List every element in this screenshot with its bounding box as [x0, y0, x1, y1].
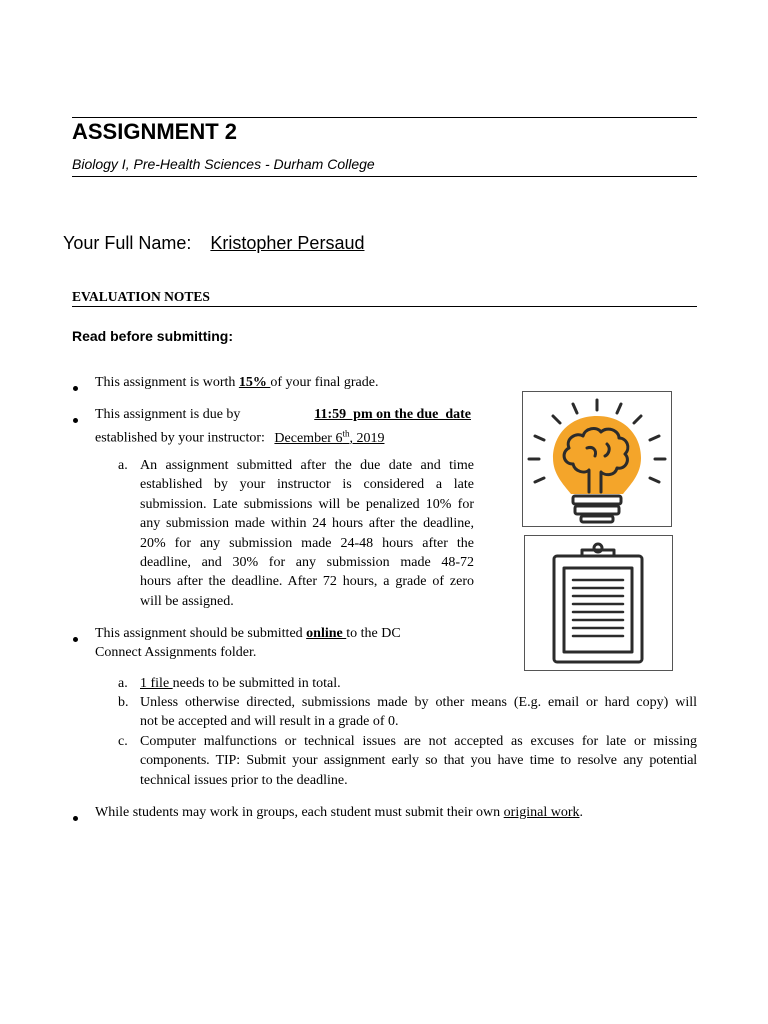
online-text: This assignment should be submitted: [95, 626, 307, 641]
sub-marker: a.: [118, 458, 128, 473]
due-time: 11:59 pm on the due date: [314, 407, 471, 422]
sub-marker: c.: [118, 734, 128, 749]
one-file-value: 1 file: [140, 676, 173, 691]
worth-tail: of your final grade.: [270, 375, 379, 390]
full-name-label: Your Full Name:: [63, 233, 192, 253]
bullet-worth: [95, 373, 378, 392]
evaluation-notes-rule: [72, 306, 697, 307]
groups-text: While students may work in groups, each student must submit their own: [95, 805, 504, 820]
header-bottom-rule: [72, 176, 697, 177]
clipboard-icon: [524, 535, 673, 671]
evaluation-notes-heading: EVALUATION NOTES: [72, 289, 210, 304]
late-line: 20% for any submission made 24-48 hours after the: [140, 535, 474, 551]
bullet-dot: [73, 380, 81, 396]
late-line: established by your instructor is considered a late: [140, 477, 474, 493]
groups-tail: .: [579, 805, 583, 820]
online-line2: Connect Assignments folder.: [95, 645, 257, 661]
malfunction-item: [140, 732, 697, 790]
full-name-field: [63, 232, 364, 254]
due-date: December 6th, 2019: [274, 428, 385, 447]
other-means-line: not be accepted and will result in a grade of 0.: [140, 714, 399, 730]
late-line: will be assigned.: [140, 593, 234, 609]
malfunction-line: Computer malfunctions or technical issues are not accepted as excuses for late or missing: [140, 734, 697, 749]
malfunction-line: components. TIP: Submit your assignment early so that you have time to resolve any potential: [140, 753, 697, 769]
other-means-line: Unless otherwise directed, submissions made by other means (E.g. email or hard copy) will: [140, 695, 697, 710]
worth-percent: 15%: [238, 375, 271, 390]
sub-marker: b.: [118, 695, 129, 710]
assignment-title: ASSIGNMENT 2: [72, 119, 238, 144]
bullet-due: [95, 405, 471, 448]
malfunction-line: technical issues prior to the deadline.: [140, 772, 348, 788]
bullet-dot: [73, 412, 81, 428]
late-line: hours after the deadline. After 72 hours, a grade of zero: [140, 574, 474, 590]
other-means-item: [140, 693, 697, 732]
due-text: This assignment is due by: [95, 407, 241, 422]
header-top-rule: [72, 117, 697, 118]
read-before-heading: Read before submitting:: [72, 328, 234, 344]
late-line: deadline, and 30% for any submission made 48-72: [140, 555, 474, 571]
full-name-value: Kristopher Persaud: [210, 233, 365, 253]
lightbulb-brain-icon: [522, 391, 672, 527]
due-line2: established by your instructor:: [95, 431, 269, 447]
one-file-item: [140, 674, 341, 693]
original-work: original work: [503, 805, 580, 820]
bullet-dot: [73, 631, 81, 647]
late-line: submission. Late submissions will be penalized 10% for: [140, 496, 474, 512]
bullet-groups: [95, 803, 583, 822]
bullet-dot: [73, 810, 81, 826]
bullet-online: [95, 624, 401, 663]
late-line: An assignment submitted after the due date and time: [140, 458, 474, 473]
online-word: online: [306, 626, 347, 641]
sub-marker: a.: [118, 676, 128, 691]
online-tail: to the DC: [346, 626, 401, 641]
one-file-text: needs to be submitted in total.: [172, 676, 341, 691]
course-subtitle: Biology I, Pre-Health Sciences - Durham College: [72, 156, 375, 172]
late-policy-paragraph: [140, 456, 474, 611]
late-line: any submission made within 24 hours after the deadline,: [140, 516, 474, 532]
worth-text: This assignment is worth: [95, 375, 239, 390]
